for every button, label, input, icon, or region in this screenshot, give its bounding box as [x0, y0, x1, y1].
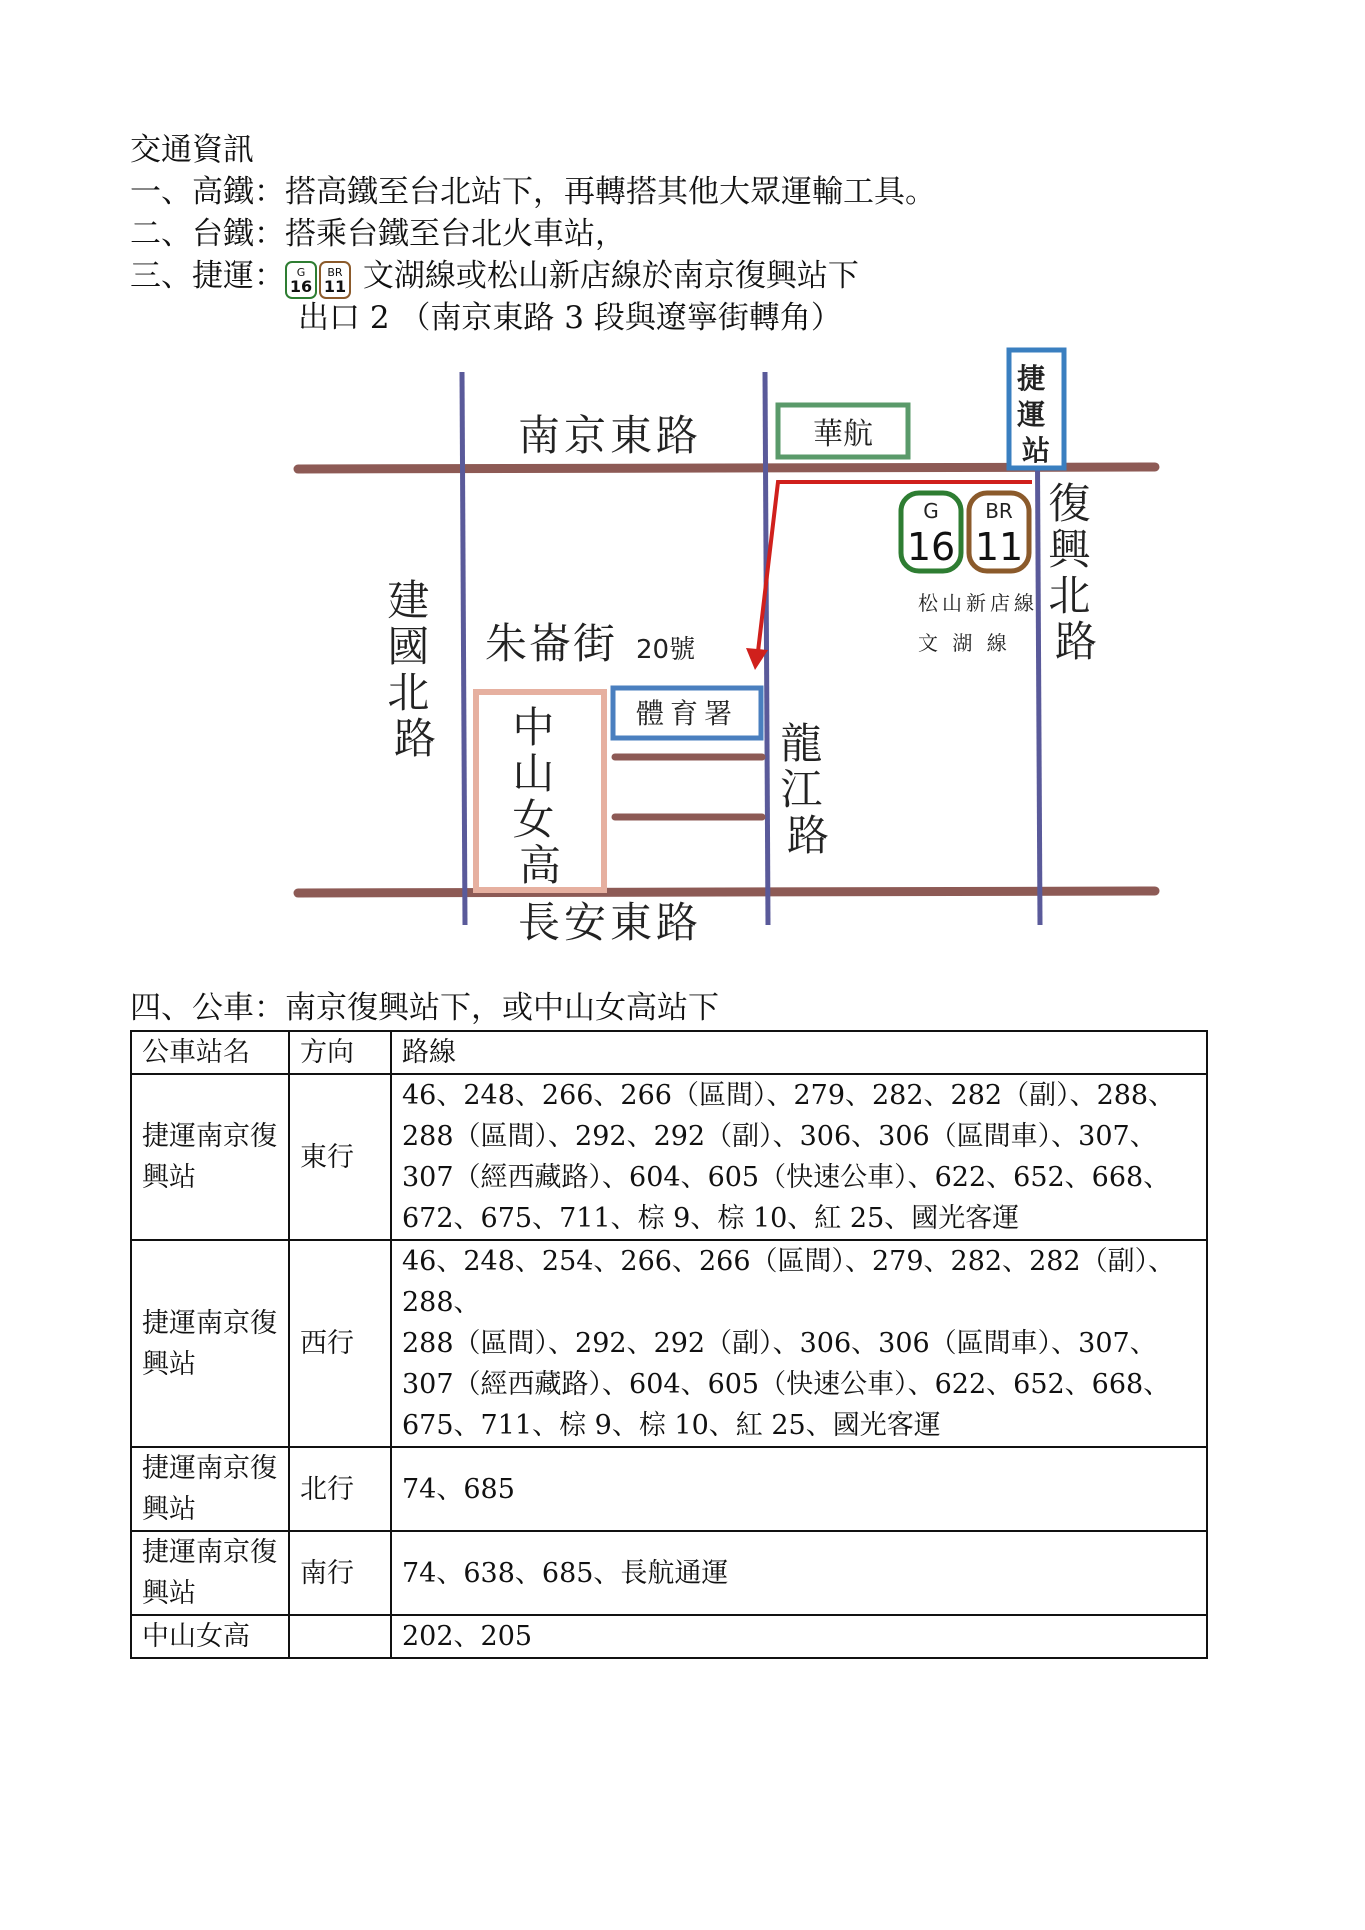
stop-cell: 捷運南京復興站: [131, 1074, 289, 1240]
routes-line: 288（區間）、292、292（副）、306、306（區間車）、307、: [402, 1328, 1157, 1359]
sports-admin-label: 體育署: [635, 697, 739, 730]
road-jianguo-line: [462, 372, 465, 925]
zhongshan-char-2: 山: [512, 749, 555, 798]
longjiang-char-2: 江: [780, 765, 823, 814]
table-row: [131, 1074, 1207, 1240]
bus-routes-table: [130, 1030, 1208, 1659]
mrt-prefix: 三、捷運：: [130, 258, 285, 294]
mrt-exit-info: 出口 2 （南京東路 3 段與遼寧街轉角）: [298, 300, 842, 336]
table-row: [131, 1615, 1207, 1658]
stop-cell: 捷運南京復興站: [131, 1447, 289, 1531]
address-number-label: 20號: [636, 635, 696, 665]
column-header-stop: 公車站名: [131, 1031, 289, 1074]
fuxing-char-1: 復: [1048, 479, 1091, 528]
routes-line: 46、248、266、266（區間）、279、282、282（副）、288、: [402, 1080, 1176, 1111]
fuxing-char-4: 路: [1054, 617, 1098, 666]
routes-line: 288（區間）、292、292（副）、306、306（區間車）、307、: [402, 1121, 1157, 1152]
stop-cell: 中山女高: [131, 1615, 289, 1658]
line-songshan-xindian-label: 松山新店線: [918, 591, 1038, 615]
badge-br-letter: BR: [327, 266, 343, 279]
location-map: [0, 340, 1365, 960]
bus-heading: 四、公車：南京復興站下，或中山女高站下: [130, 990, 719, 1026]
road-longjiang-line: [765, 372, 768, 925]
mrt-station-label: [1017, 362, 1055, 467]
routes-cell: [391, 1074, 1207, 1240]
direction-cell: 北行: [289, 1447, 391, 1531]
road-nanjing-label: 南京東路: [517, 411, 703, 460]
g16-badge-icon: [285, 261, 317, 299]
zhongshan-char-1: 中: [512, 703, 555, 752]
mrt-suffix: 文湖線或松山新店線於南京復興站下: [362, 258, 859, 294]
routes-line: 46、248、254、266、266（區間）、279、282、282（副）、288、: [402, 1246, 1176, 1318]
stop-cell: 捷運南京復興站: [131, 1531, 289, 1615]
map-br11-number: 11: [974, 525, 1024, 569]
jianguo-char-2: 國: [387, 622, 430, 671]
column-header-direction: 方向: [289, 1031, 391, 1074]
stop-cell: 捷運南京復興站: [131, 1240, 289, 1447]
transport-tra: 二、台鐵：搭乘台鐵至台北火車站，: [130, 216, 626, 252]
table-row: [131, 1531, 1207, 1615]
map-br11-letter: BR: [985, 499, 1013, 523]
routes-line: 675、711、棕 9、棕 10、紅 25、國光客運: [402, 1410, 941, 1441]
table-row: [131, 1240, 1207, 1447]
mrt-station-char-1: 捷: [1017, 362, 1046, 395]
mrt-station-char-2: 運: [1017, 398, 1046, 431]
map-g16-letter: G: [923, 499, 939, 523]
direction-cell: 西行: [289, 1240, 391, 1447]
table-header-row: [131, 1031, 1207, 1074]
jianguo-char-3: 北: [387, 668, 430, 717]
longjiang-char-3: 路: [786, 811, 830, 860]
direction-cell: 南行: [289, 1531, 391, 1615]
transport-mrt: [130, 258, 859, 299]
road-changan-line: [298, 891, 1155, 893]
badge-g-number: 16: [289, 277, 313, 296]
column-header-routes: 路線: [391, 1031, 1207, 1074]
road-longjiang-label: [780, 719, 835, 860]
zhongshan-girls-label: [512, 703, 567, 890]
badge-br-number: 11: [323, 277, 347, 296]
routes-line: 307（經西藏路）、604、605（快速公車）、622、652、668、: [402, 1369, 1171, 1400]
line-wenhu-label: 文 湖 線: [918, 631, 1011, 655]
routes-line: 672、675、711、棕 9、棕 10、紅 25、國光客運: [402, 1203, 1020, 1234]
table-row: [131, 1447, 1207, 1531]
routes-cell: 74、685: [391, 1447, 1207, 1531]
transport-hsr: 一、高鐵：搭高鐵至台北站下，再轉搭其他大眾運輸工具。: [130, 174, 936, 210]
jianguo-char-4: 路: [393, 714, 437, 763]
direction-cell: 東行: [289, 1074, 391, 1240]
fuxing-char-2: 興: [1048, 525, 1091, 574]
direction-cell: [289, 1615, 391, 1658]
road-changan-label: 長安東路: [517, 898, 703, 947]
map-g16-number: 16: [906, 525, 956, 569]
page-title: 交通資訊: [130, 132, 254, 168]
longjiang-char-1: 龍: [780, 719, 823, 768]
street-zhulun-label: 朱崙街: [485, 619, 618, 668]
br11-badge-icon: [319, 261, 351, 299]
routes-cell: 74、638、685、長航通運: [391, 1531, 1207, 1615]
fuxing-char-3: 北: [1048, 571, 1091, 620]
zhongshan-char-4: 高: [518, 841, 562, 890]
road-fuxing-label: [1048, 479, 1103, 666]
zhongshan-char-3: 女: [512, 795, 555, 844]
routes-cell: 202、205: [391, 1615, 1207, 1658]
road-jianguo-label: [387, 576, 442, 763]
mrt-station-char-3: 站: [1021, 434, 1051, 467]
china-airlines-label: 華航: [813, 417, 873, 452]
jianguo-char-1: 建: [387, 576, 430, 625]
badge-g-letter: G: [296, 266, 306, 279]
routes-cell: [391, 1240, 1207, 1447]
routes-line: 307（經西藏路）、604、605（快速公車）、622、652、668、: [402, 1162, 1171, 1193]
